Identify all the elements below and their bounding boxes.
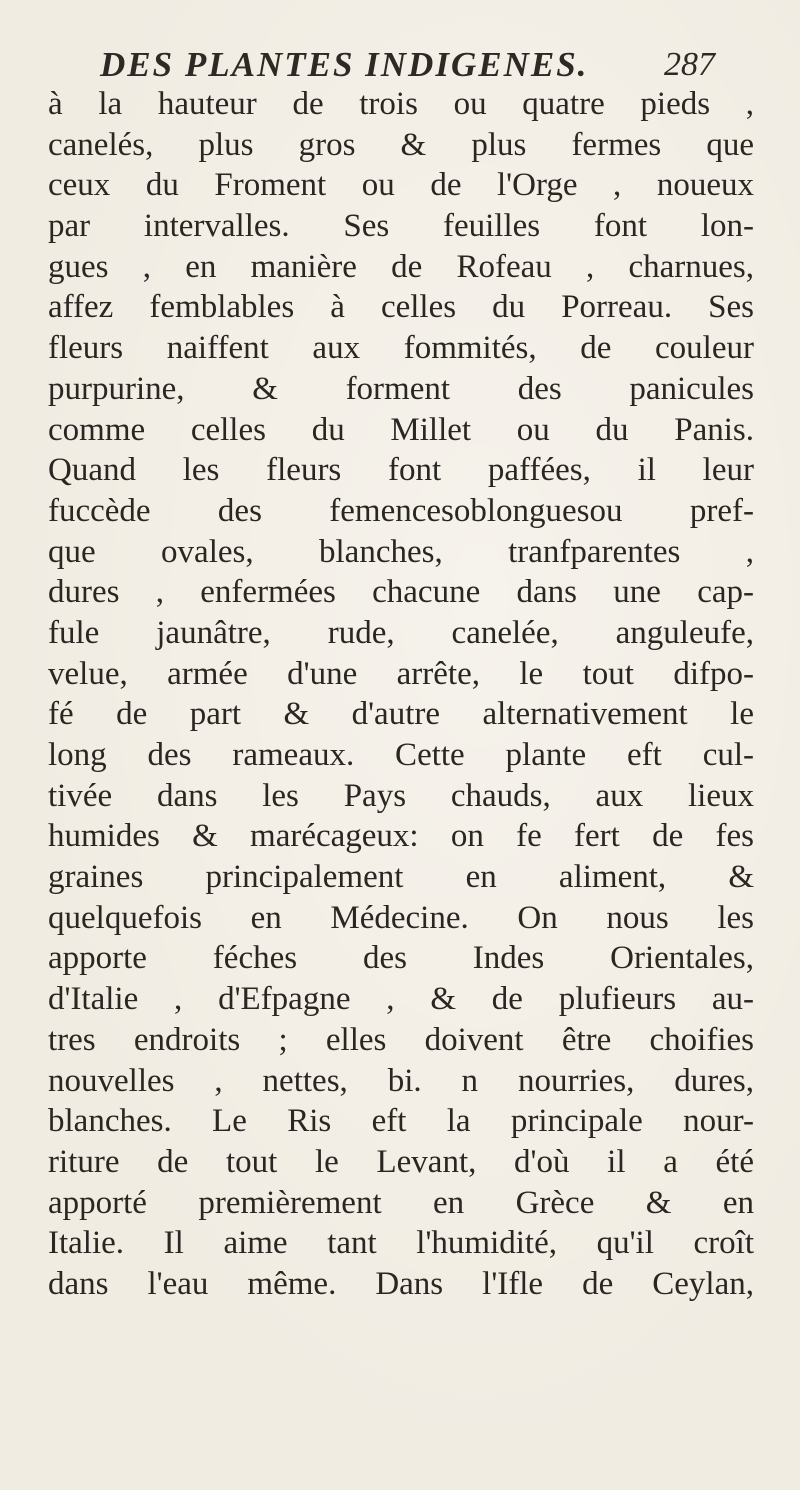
text-line: blanches. Le Ris eft la principale nour- bbox=[48, 1103, 754, 1140]
body-text bbox=[48, 84, 754, 1305]
text-line: fé de part & d'autre alternativement le bbox=[48, 696, 754, 733]
text-line: fleurs naiffent aux fommités, de couleur bbox=[48, 330, 754, 367]
text-line: dures , enfermées chacune dans une cap- bbox=[48, 574, 754, 611]
page-header bbox=[100, 40, 715, 90]
text-line: apporté premièrement en Grèce & en bbox=[48, 1184, 754, 1221]
text-line: velue, armée d'une arrête, le tout difpo- bbox=[48, 655, 754, 692]
text-line: Quand les fleurs font paffées, il leur bbox=[48, 452, 754, 489]
text-line: gues , en manière de Rofeau , charnues, bbox=[48, 248, 754, 285]
text-line: fule jaunâtre, rude, canelée, anguleufe, bbox=[48, 614, 754, 651]
text-line: quelquefois en Médecine. On nous les bbox=[48, 899, 754, 936]
text-line: fuccède des femencesoblonguesou pref- bbox=[48, 492, 754, 529]
text-line: à la hauteur de trois ou quatre pieds , bbox=[48, 86, 754, 122]
page-number: 287 bbox=[664, 46, 715, 83]
running-head: DES PLANTES INDIGENES. bbox=[100, 45, 589, 84]
text-line: dans l'eau même. Dans l'Ifle de Ceylan, bbox=[48, 1265, 754, 1302]
text-line: nouvelles , nettes, bi. n nourries, dures, bbox=[48, 1062, 754, 1099]
text-line: tivée dans les Pays chauds, aux lieux bbox=[48, 777, 754, 814]
text-line: apporte féches des Indes Orientales, bbox=[48, 940, 754, 977]
text-line: purpurine, & forment des panicules bbox=[48, 370, 754, 407]
text-line: riture de tout le Levant, d'où il a été bbox=[48, 1143, 754, 1180]
text-line: long des rameaux. Cette plante eft cul- bbox=[48, 737, 754, 773]
text-line: que ovales, blanches, tranfparentes , bbox=[48, 533, 754, 570]
text-line: tres endroits ; elles doivent être choifies bbox=[48, 1021, 754, 1058]
text-line: humides & marécageux: on fe fert de fes bbox=[48, 818, 754, 855]
text-line: comme celles du Millet ou du Panis. bbox=[48, 411, 754, 448]
text-line: d'Italie , d'Efpagne , & de plufieurs au- bbox=[48, 981, 754, 1018]
text-line: ceux du Froment ou de l'Orge , noueux bbox=[48, 167, 754, 204]
text-line: canelés, plus gros & plus fermes que bbox=[48, 126, 754, 163]
text-line: affez femblables à celles du Porreau. Ses bbox=[48, 289, 754, 326]
text-line: Italie. Il aime tant l'humidité, qu'il croît bbox=[48, 1225, 754, 1262]
text-line: par intervalles. Ses feuilles font lon- bbox=[48, 208, 754, 245]
text-line: graines principalement en aliment, & bbox=[48, 859, 754, 896]
